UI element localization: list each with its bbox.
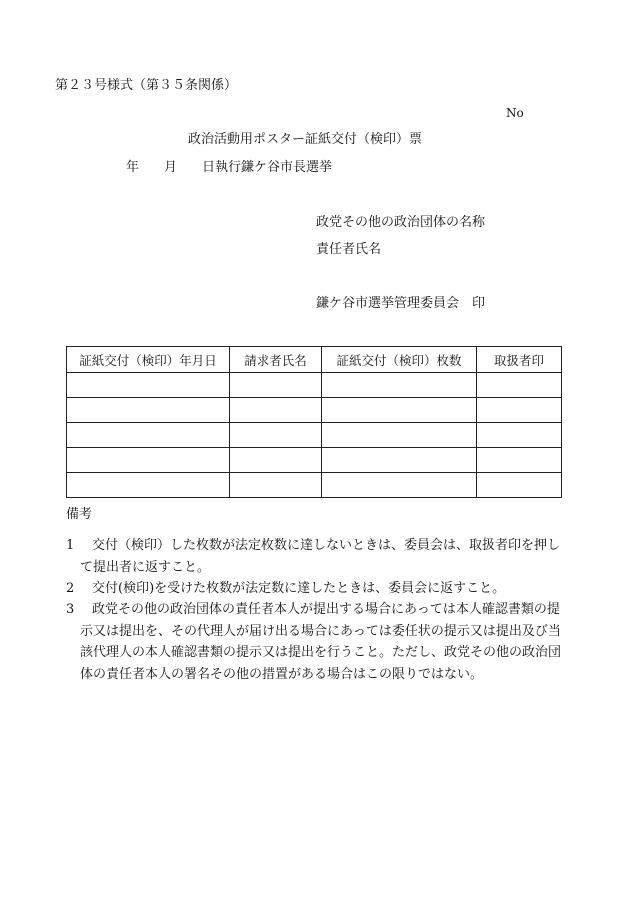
election-year-label: 年 — [126, 160, 140, 175]
note-number: 2 — [66, 581, 75, 596]
table-row — [67, 448, 562, 473]
notes-heading: 備考 — [66, 507, 93, 522]
table-cell[interactable] — [230, 473, 322, 498]
note-item — [66, 535, 561, 578]
table-cell[interactable] — [477, 448, 562, 473]
note-text: 政党その他の政治団体の責任者本人が提出する場合にあっては本人確認書類の提示又は提出を、その代理人が届け出る場合にあっては委任状の提示又は提出及び当該代理人の本人確認書類の提示又は提出を行うこと。ただし、政党その他の政治団体の責任者本人の署名その他の措置がある場合はこの限りではない。 — [80, 602, 562, 682]
election-date-line — [126, 161, 332, 174]
table-cell[interactable] — [477, 473, 562, 498]
committee-line — [316, 297, 485, 310]
table-cell[interactable] — [230, 398, 322, 423]
page-title: 政治活動用ポスター証紙交付（検印）票 — [188, 132, 423, 147]
table-cell[interactable] — [322, 398, 477, 423]
table-row — [67, 398, 562, 423]
table-cell[interactable] — [477, 398, 562, 423]
issuance-record-table — [66, 346, 562, 498]
table-header-row — [67, 347, 562, 373]
election-day-text: 日執行鎌ケ谷市長選挙 — [202, 160, 333, 175]
table-cell[interactable] — [67, 398, 230, 423]
note-item — [66, 578, 561, 600]
table-cell[interactable] — [322, 448, 477, 473]
election-month-label: 月 — [164, 160, 178, 175]
table-cell[interactable] — [322, 473, 477, 498]
table-cell[interactable] — [477, 423, 562, 448]
committee-name: 鎌ケ谷市選挙管理委員会 — [316, 296, 460, 311]
header-requester-name: 請求者氏名 — [230, 347, 322, 373]
representative-name-label: 責任者氏名 — [316, 242, 382, 257]
note-item — [66, 599, 561, 685]
note-number: 3 — [66, 602, 75, 617]
seal-mark: 印 — [472, 296, 486, 311]
table-cell[interactable] — [230, 373, 322, 398]
table-cell[interactable] — [322, 373, 477, 398]
header-issue-count: 証紙交付（検印）枚数 — [322, 347, 477, 373]
table-cell[interactable] — [67, 423, 230, 448]
table-row — [67, 373, 562, 398]
table-cell[interactable] — [67, 448, 230, 473]
table-cell[interactable] — [67, 373, 230, 398]
note-text: 交付（検印）した枚数が法定枚数に達しないときは、委員会は、取扱者印を押して提出者に返すこと。 — [80, 538, 561, 575]
note-number: 1 — [66, 538, 75, 553]
organization-name-label: 政党その他の政治団体の名称 — [316, 215, 486, 230]
table-row — [67, 473, 562, 498]
table-cell[interactable] — [230, 423, 322, 448]
table-cell[interactable] — [477, 373, 562, 398]
note-text: 交付(検印)を受けた枚数が法定数に達したときは、委員会に返すこと。 — [92, 581, 506, 596]
header-issue-date: 証紙交付（検印）年月日 — [67, 347, 230, 373]
number-label: No — [506, 106, 524, 120]
form-number: 第２３号様式（第３５条関係） — [55, 78, 238, 93]
table-cell[interactable] — [230, 448, 322, 473]
table-cell[interactable] — [322, 423, 477, 448]
table-cell[interactable] — [67, 473, 230, 498]
table-row — [67, 423, 562, 448]
header-handler-seal: 取扱者印 — [477, 347, 562, 373]
